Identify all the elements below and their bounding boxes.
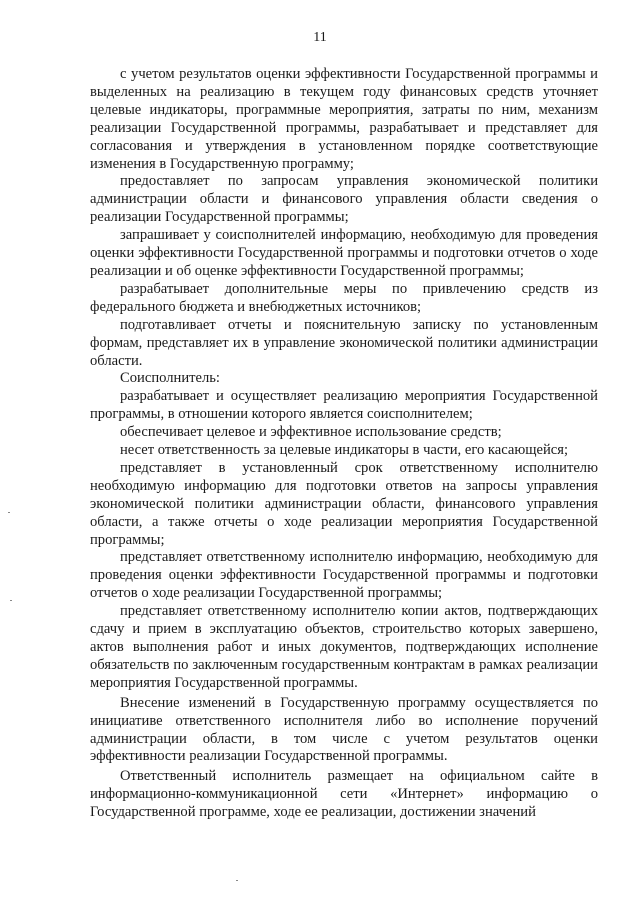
paragraph: представляет ответственному исполнителю копии актов, подтверждающих сдачу и прием в эксплуатацию объектов, строительство которых завершено, актов выполнения работ и иных документов, подтверждающих исполнение обязательств по заключенным государственным контрактам в рамках реализации мероприятия Государственной программы. (90, 603, 598, 691)
paragraph: запрашивает у соисполнителей информацию, необходимую для проведения оценки эффективности Государственной программы и подготовки отчетов о ходе реализации и об оценке эффективности Государственной программы; (90, 227, 598, 279)
paragraph: с учетом результатов оценки эффективности Государственной программы и выделенных на реализацию в текущем году финансовых средств уточняет целевые индикаторы, программные мероприятия, затраты по ним, механизм реализации Государственной программы, разрабатывает и представляет для согласования и утверждения в установленном порядке соответствующие изменения в Государственную программу; (90, 66, 598, 172)
paragraph: предоставляет по запросам управления экономической политики администрации области и финансового управления области сведения о реализации Государственной программы; (90, 173, 598, 226)
page-number: 11 (313, 30, 327, 45)
paragraph: несет ответственность за целевые индикаторы в части, его касающейся; (120, 442, 569, 459)
paragraph: Внесение изменений в Государственную программу осуществляется по инициативе ответственного исполнителя либо во исполнение поручений администрации области, в том числе с учетом результатов оценки эффективности реализации Государственной программы. (90, 694, 598, 765)
paragraph: разрабатывает дополнительные меры по привлечению средств из федерального бюджета и внебюджетных источников; (90, 280, 598, 315)
paragraph: Ответственный исполнитель размещает на официальном сайте в информационно-коммуникационной сети «Интернет» информацию о Государственной программе, ходе ее реализации, достижении значений (90, 768, 598, 821)
paragraph: разрабатывает и осуществляет реализацию мероприятия Государственной программы, в отношении которого является соисполнителем; (90, 388, 598, 423)
paragraph: представляет ответственному исполнителю информацию, необходимую для проведения оценки эффективности Государственной программы и подготовки отчетов о ходе реализации Государственной программы; (90, 549, 598, 602)
paragraph: обеспечивает целевое и эффективное использование средств; (120, 424, 502, 441)
paragraph: подготавливает отчеты и пояснительную записку по установленным формам, представляет их в управление экономической политики администрации области. (90, 316, 598, 369)
paragraph: представляет в установленный срок ответственному исполнителю необходимую информацию для подготовки ответов на запросы управления экономической политики администрации области, финансового управления области, а также отчеты о ходе реализации мероприятия Государственной программы; (90, 459, 598, 548)
document-body (90, 66, 598, 822)
section-heading-co-executor: Соисполнитель: (120, 370, 220, 387)
scan-speck (8, 512, 10, 513)
scan-speck (10, 600, 12, 601)
scan-speck (236, 880, 238, 881)
